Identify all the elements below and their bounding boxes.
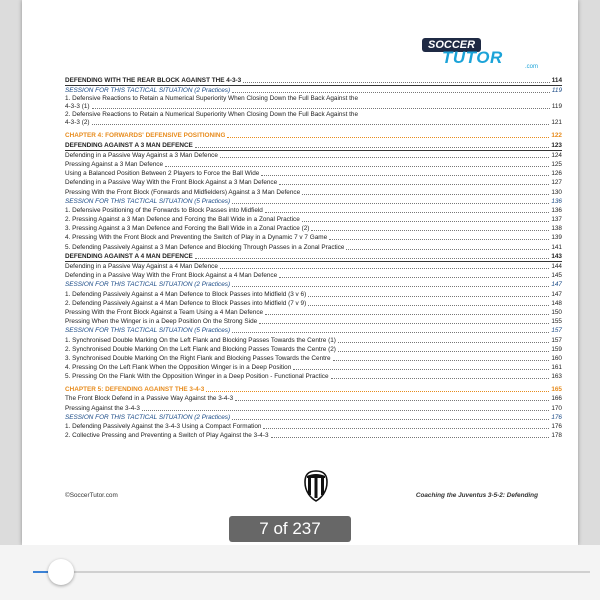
toc-page-number: 122 [551,132,562,140]
toc-entry-title: Defending in a Passive Way With the Front Block Against a 4 Man Defence [65,272,278,280]
toc-entry-title: SESSION FOR THIS TACTICAL SITUATION (2 Practices) [65,281,231,289]
toc-leader-dots [206,391,549,392]
toc-leader-dots [243,82,549,83]
toc-entry[interactable] [65,111,562,127]
toc-page-number: 119 [551,103,562,111]
toc-page-number: 136 [551,206,562,214]
toc-entry-title: 1. Defending Passively Against a 4 Man Defence to Block Passes into Midfield (3 v 6) [65,290,307,298]
toc-leader-dots [308,305,549,306]
toc-page-number: 178 [551,432,562,440]
toc-leader-dots [235,400,549,401]
footer-copyright: ©SoccerTutor.com [65,492,118,499]
toc-page-number: 126 [551,170,562,178]
toc-session-heading[interactable] [65,197,562,206]
toc-entry-title: Defending in a Passive Way Against a 3 Man Defence [65,151,218,159]
table-of-contents [65,76,562,440]
toc-entry[interactable] [65,215,562,224]
toc-page-number: 127 [551,179,562,187]
toc-page-number: 144 [551,263,562,270]
toc-entry-title: 1. Defensive Reactions to Retain a Numerical Superiority When Closing Down the Full Back Against the [65,95,359,103]
toc-leader-dots [92,108,550,109]
soccertutor-logo [422,38,540,68]
toc-entry-title: Pressing Against a 3 Man Defence [65,160,164,168]
toc-entry-title: 4-3-3 (2) [65,119,90,127]
toc-leader-dots [232,332,549,333]
toc-entry[interactable] [65,151,562,160]
toc-page-number: 157 [551,327,562,335]
toc-leader-dots [92,124,550,125]
toc-entry-title: 3. Pressing Against a 3 Man Defence and Forcing the Ball Wide in a Zonal Practice (2) [65,225,310,233]
toc-leader-dots [346,249,549,250]
toc-leader-dots [227,137,549,138]
toc-leader-dots [338,342,549,343]
toc-chapter-heading[interactable] [65,130,562,140]
toc-entry[interactable] [65,289,562,298]
toc-entry-title: 5. Defending Passively Against a 3 Man Defence and Blocking Through Passes in a Zonal Practice [65,243,345,251]
toc-entry-title: Pressing With the Front Block (Forwards and Midfielders) Against a 3 Man Defence [65,188,301,196]
scrubber-track[interactable] [33,571,590,573]
toc-page-number: 147 [551,281,562,289]
toc-section-heading[interactable] [65,252,562,262]
toc-page-number: 160 [551,354,562,362]
toc-leader-dots [265,314,549,315]
toc-session-heading[interactable] [65,86,562,95]
toc-entry[interactable] [65,169,562,178]
toc-entry[interactable] [65,372,562,381]
toc-page-number: 114 [551,77,562,85]
toc-entry-title: 2. Defending Passively Against a 4 Man Defence to Block Passes into Midfield (7 v 9) [65,299,307,307]
toc-leader-dots [259,323,549,324]
toc-leader-dots [279,277,549,278]
slider-thumb[interactable] [48,559,74,585]
toc-entry[interactable] [65,431,562,440]
toc-entry-title: 1. Synchronised Double Marking On the Left Flank and Blocking Passes Towards the Centre (1) [65,336,336,344]
page-indicator: 7 of 237 [229,516,351,542]
toc-page-number: 143 [551,252,562,260]
toc-leader-dots [265,212,549,213]
toc-leader-dots [263,428,549,429]
toc-entry-title: Pressing With the Front Block Against a Team Using a 4 Man Defence [65,308,264,316]
toc-leader-dots [302,194,549,195]
toc-entry[interactable] [65,95,562,111]
document-page [22,0,578,545]
toc-entry[interactable] [65,308,562,317]
toc-leader-dots [232,419,549,420]
toc-entry[interactable] [65,363,562,372]
toc-session-heading[interactable] [65,280,562,289]
toc-chapter-heading[interactable] [65,384,562,394]
toc-entry-title: 1. Defensive Positioning of the Forwards to Block Passes into Midfield [65,206,263,214]
toc-entry-title: 1. Defending Passively Against the 3-4-3 Using a Compact Formation [65,423,262,430]
toc-entry-title: 5. Pressing On the Flank With the Opposition Winger in a Deep Position - Functional Practice [65,373,329,381]
toc-entry[interactable] [65,160,562,169]
toc-entry-title: 4-3-3 (1) [65,103,90,111]
toc-entry[interactable] [65,422,562,431]
toc-page-number: 130 [551,188,562,196]
toc-page-number: 125 [551,160,562,168]
logo-soccer-text: SOCCER [422,38,481,52]
toc-entry-title: 4. Pressing On the Left Flank When the Opposition Winger is in a Deep Position [65,364,292,372]
toc-entry[interactable] [65,345,562,354]
toc-leader-dots [311,230,549,231]
toc-entry-title: Using a Balanced Position Between 2 Players to Force the Ball Wide [65,170,260,178]
toc-leader-dots [333,360,550,361]
toc-entry-title: 4. Pressing With the Front Block and Preventing the Switch of Play in a Dynamic 7 v 7 Game [65,234,328,242]
toc-page-number: 124 [551,151,562,159]
toc-entry[interactable] [65,335,562,344]
toc-page-number: 155 [551,318,562,326]
toc-leader-dots [271,437,550,438]
toc-leader-dots [195,147,550,148]
toc-leader-dots [302,221,550,222]
toc-entry-title: 3. Synchronised Double Marking On the Right Flank and Blocking Passes Towards the Centre [65,354,331,362]
toc-entry-title: SESSION FOR THIS TACTICAL SITUATION (2 Practices) [65,413,231,421]
footer-book-title: Coaching the Juventus 3-5-2: Defending [415,492,538,499]
toc-page-number: 157 [551,336,562,344]
toc-entry-title: Defending in a Passive Way With the Front Block Against a 3 Man Defence [65,179,278,187]
toc-entry[interactable] [65,178,562,187]
toc-page-number: 147 [551,290,562,298]
toc-page-number: 166 [551,395,562,403]
toc-session-heading[interactable] [65,326,562,335]
toc-entry-title: DEFENDING WITH THE REAR BLOCK AGAINST THE 4-3-3 [65,77,242,85]
toc-page-number: 165 [551,386,562,394]
toc-leader-dots [279,184,549,185]
toc-leader-dots [293,369,549,370]
toc-entry-title: 2. Pressing Against a 3 Man Defence and Forcing the Ball Wide in a Zonal Practice [65,216,300,224]
toc-page-number: 137 [551,216,562,224]
toc-entry[interactable] [65,354,562,363]
toc-entry[interactable] [65,233,562,242]
toc-session-heading[interactable] [65,413,562,422]
toc-leader-dots [232,203,549,204]
toc-entry[interactable] [65,224,562,233]
toc-page-number: 176 [551,423,562,430]
toc-entry[interactable] [65,262,562,271]
toc-leader-dots [232,286,549,287]
logo-com-text: .com [524,64,538,70]
toc-entry[interactable] [65,271,562,280]
toc-leader-dots [142,410,549,411]
toc-page-number: 159 [551,345,562,353]
toc-entry[interactable] [65,187,562,196]
toc-entry-title: SESSION FOR THIS TACTICAL SITUATION (5 Practices) [65,197,231,205]
toc-page-number: 138 [551,225,562,233]
toc-entry-title: The Front Block Defend in a Passive Way Against the 3-4-3 [65,395,234,403]
toc-leader-dots [329,239,549,240]
toc-entry-title: DEFENDING AGAINST A 3 MAN DEFENCE [65,141,193,149]
toc-entry-title: Defending in a Passive Way Against a 4 Man Defence [65,263,218,270]
toc-leader-dots [195,258,550,259]
toc-leader-dots [338,351,549,352]
toc-entry-title: Pressing When the Winger is in a Deep Position On the Strong Side [65,318,258,326]
toc-page-number: 170 [551,404,562,412]
toc-page-number: 141 [551,243,562,251]
toc-page-number: 119 [551,87,562,95]
toc-leader-dots [308,296,549,297]
toc-page-number: 161 [551,364,562,372]
toc-leader-dots [232,92,550,93]
toc-entry-title: 2. Synchronised Double Marking On the Left Flank and Blocking Passes Towards the Centre (2) [65,345,336,353]
toc-entry-title: CHAPTER 4: FORWARDS' DEFENSIVE POSITIONING [65,132,226,140]
toc-section-heading[interactable] [65,140,562,150]
toc-entry[interactable] [65,206,562,215]
toc-leader-dots [165,166,549,167]
toc-entry[interactable] [65,299,562,308]
toc-entry[interactable] [65,403,562,412]
toc-page-number: 136 [551,197,562,205]
toc-leader-dots [331,378,550,379]
toc-page-number: 176 [551,413,562,421]
toc-entry-title: SESSION FOR THIS TACTICAL SITUATION (2 Practices) [65,87,231,95]
toc-entry[interactable] [65,394,562,403]
toc-page-number: 150 [551,308,562,316]
toc-section-heading[interactable] [65,76,562,86]
toc-page-number: 121 [551,119,562,127]
toc-entry-title: SESSION FOR THIS TACTICAL SITUATION (5 Practices) [65,327,231,335]
toc-leader-dots [220,157,549,158]
toc-page-number: 123 [551,141,562,149]
toc-entry-title: DEFENDING AGAINST A 4 MAN DEFENCE [65,252,193,260]
toc-entry-title: 2. Collective Pressing and Preventing a Switch of Play Against the 3-4-3 [65,432,269,440]
page-footer [65,492,538,502]
toc-entry[interactable] [65,317,562,326]
toc-entry-title: Pressing Against the 3-4-3 [65,404,140,412]
page-scrubber[interactable] [0,545,600,600]
toc-entry-title: CHAPTER 5: DEFENDING AGAINST THE 3-4-3 [65,386,205,394]
toc-entry-title: 2. Defensive Reactions to Retain a Numerical Superiority When Closing Down the Full Back Against the [65,111,359,119]
toc-leader-dots [261,175,549,176]
toc-leader-dots [220,268,549,269]
logo-tutor-text: TUTOR [442,48,503,67]
toc-page-number: 148 [551,299,562,307]
toc-entry[interactable] [65,242,562,251]
toc-page-number: 139 [551,234,562,242]
toc-page-number: 163 [551,373,562,381]
toc-page-number: 145 [551,272,562,280]
